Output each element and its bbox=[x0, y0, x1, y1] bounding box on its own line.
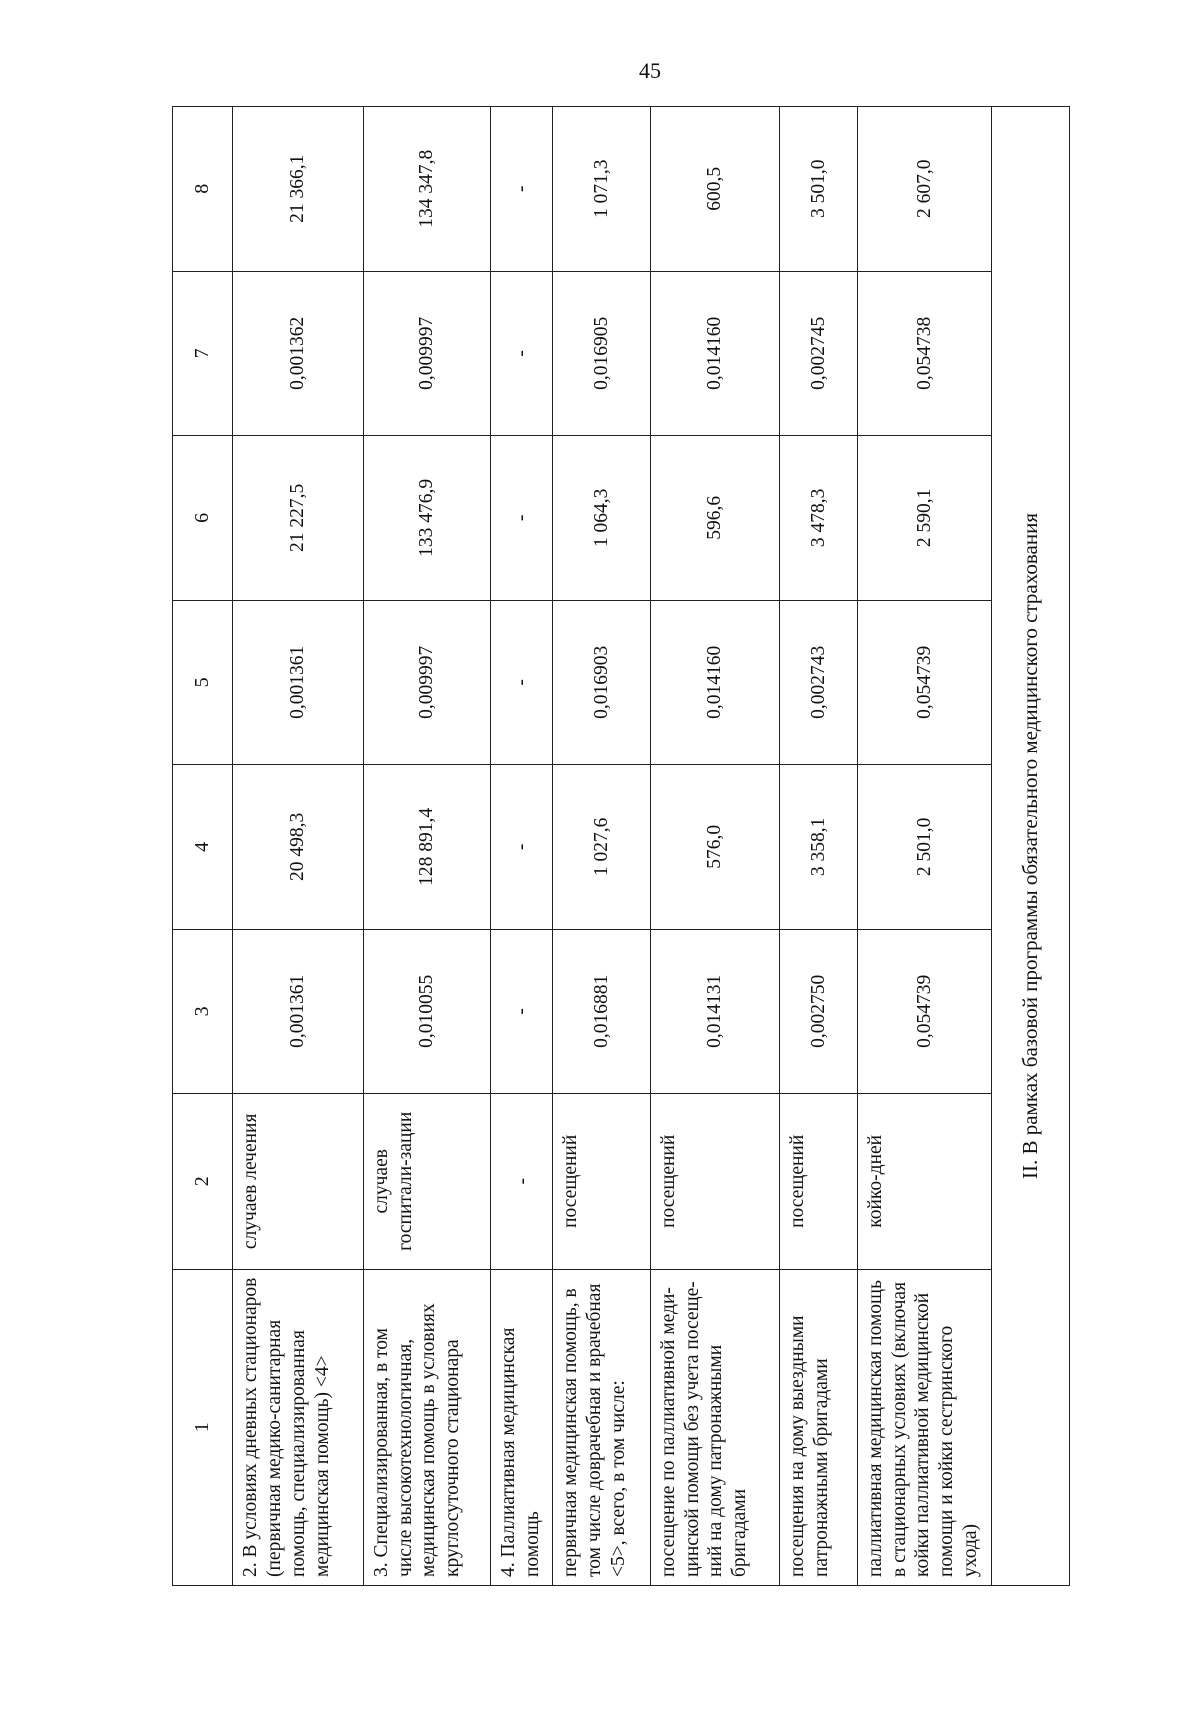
value-cell: 0,002750 bbox=[780, 929, 858, 1094]
table-row bbox=[233, 107, 364, 1586]
value-cell: 134 347,8 bbox=[363, 107, 490, 272]
unit-cell: посещений bbox=[552, 1094, 650, 1269]
unit-cell: случаев лечения bbox=[233, 1094, 364, 1269]
unit-cell: койко-дней bbox=[857, 1094, 992, 1269]
unit-cell: случаев госпитали-зации bbox=[363, 1094, 490, 1269]
column-header: 6 bbox=[173, 436, 233, 601]
row-label: посещение по паллиативной меди-цинской помощи без учета посеще-ний на дому патронажными бригадами bbox=[650, 1269, 780, 1585]
value-cell: 0,016905 bbox=[552, 271, 650, 436]
value-cell: 0,002743 bbox=[780, 600, 858, 765]
value-cell: 0,054738 bbox=[857, 271, 992, 436]
value-cell: 600,5 bbox=[650, 107, 780, 272]
value-cell: 0,014160 bbox=[650, 600, 780, 765]
value-cell: 3 358,1 bbox=[780, 765, 858, 930]
column-header: 1 bbox=[173, 1269, 233, 1585]
value-cell: 0,009997 bbox=[363, 271, 490, 436]
value-cell: 3 478,3 bbox=[780, 436, 858, 601]
value-cell: 2 501,0 bbox=[857, 765, 992, 930]
value-cell: 1 064,3 bbox=[552, 436, 650, 601]
value-cell: 133 476,9 bbox=[363, 436, 490, 601]
value-cell: - bbox=[491, 107, 553, 272]
value-cell: - bbox=[491, 929, 553, 1094]
value-cell: - bbox=[491, 271, 553, 436]
column-header: 5 bbox=[173, 600, 233, 765]
row-label: посещения на дому выездными патронажными бригадами bbox=[780, 1269, 858, 1585]
value-cell: - bbox=[491, 600, 553, 765]
table-row bbox=[363, 107, 490, 1586]
row-label: 4. Паллиативная медицинская помощь bbox=[491, 1269, 553, 1585]
table-row bbox=[491, 107, 553, 1586]
column-header: 2 bbox=[173, 1094, 233, 1269]
header-row bbox=[173, 107, 233, 1586]
row-label: первичная медицинская помощь, в том числе доврачебная и врачебная <5>, всего, в том числе: bbox=[552, 1269, 650, 1585]
table-row bbox=[552, 107, 650, 1586]
value-cell: 1 027,6 bbox=[552, 765, 650, 930]
rotated-table-wrapper bbox=[172, 106, 1070, 1586]
column-header: 7 bbox=[173, 271, 233, 436]
unit-cell: - bbox=[491, 1094, 553, 1269]
table-row bbox=[650, 107, 780, 1586]
data-table bbox=[172, 106, 1070, 1586]
value-cell: 0,014131 bbox=[650, 929, 780, 1094]
page-number: 45 bbox=[639, 58, 661, 83]
value-cell: 0,014160 bbox=[650, 271, 780, 436]
row-label: 2. В условиях дневных стационаров (первичная медико-санитарная помощь, специализированная медицинская помощь) <4> bbox=[233, 1269, 364, 1585]
value-cell: 0,054739 bbox=[857, 600, 992, 765]
table-row bbox=[857, 107, 992, 1586]
value-cell: 2 607,0 bbox=[857, 107, 992, 272]
column-header: 8 bbox=[173, 107, 233, 272]
value-cell: 0,001361 bbox=[233, 929, 364, 1094]
value-cell: 0,002745 bbox=[780, 271, 858, 436]
value-cell: 0,001361 bbox=[233, 600, 364, 765]
row-label: 3. Специализированная, в том числе высокотехнологичная, медицинская помощь в условиях круглосуточного стационара bbox=[363, 1269, 490, 1585]
value-cell: 0,054739 bbox=[857, 929, 992, 1094]
value-cell: 21 366,1 bbox=[233, 107, 364, 272]
value-cell: 20 498,3 bbox=[233, 765, 364, 930]
section-row bbox=[992, 107, 1070, 1586]
column-header: 3 bbox=[173, 929, 233, 1094]
value-cell: - bbox=[491, 436, 553, 601]
row-label: паллиативная медицинская помощь в стационарных условиях (включая койки паллиативной медицинской помощи и койки сестринского ухода) bbox=[857, 1269, 992, 1585]
table-row bbox=[780, 107, 858, 1586]
value-cell: 0,010055 bbox=[363, 929, 490, 1094]
value-cell: 576,0 bbox=[650, 765, 780, 930]
unit-cell: посещений bbox=[780, 1094, 858, 1269]
value-cell: 0,001362 bbox=[233, 271, 364, 436]
value-cell: 3 501,0 bbox=[780, 107, 858, 272]
value-cell: 0,016903 bbox=[552, 600, 650, 765]
unit-cell: посещений bbox=[650, 1094, 780, 1269]
value-cell: 2 590,1 bbox=[857, 436, 992, 601]
value-cell: 0,016881 bbox=[552, 929, 650, 1094]
value-cell: 1 071,3 bbox=[552, 107, 650, 272]
section-title: II. В рамках базовой программы обязательного медицинского страхования bbox=[992, 107, 1070, 1586]
value-cell: - bbox=[491, 765, 553, 930]
value-cell: 0,009997 bbox=[363, 600, 490, 765]
value-cell: 128 891,4 bbox=[363, 765, 490, 930]
value-cell: 21 227,5 bbox=[233, 436, 364, 601]
value-cell: 596,6 bbox=[650, 436, 780, 601]
column-header: 4 bbox=[173, 765, 233, 930]
